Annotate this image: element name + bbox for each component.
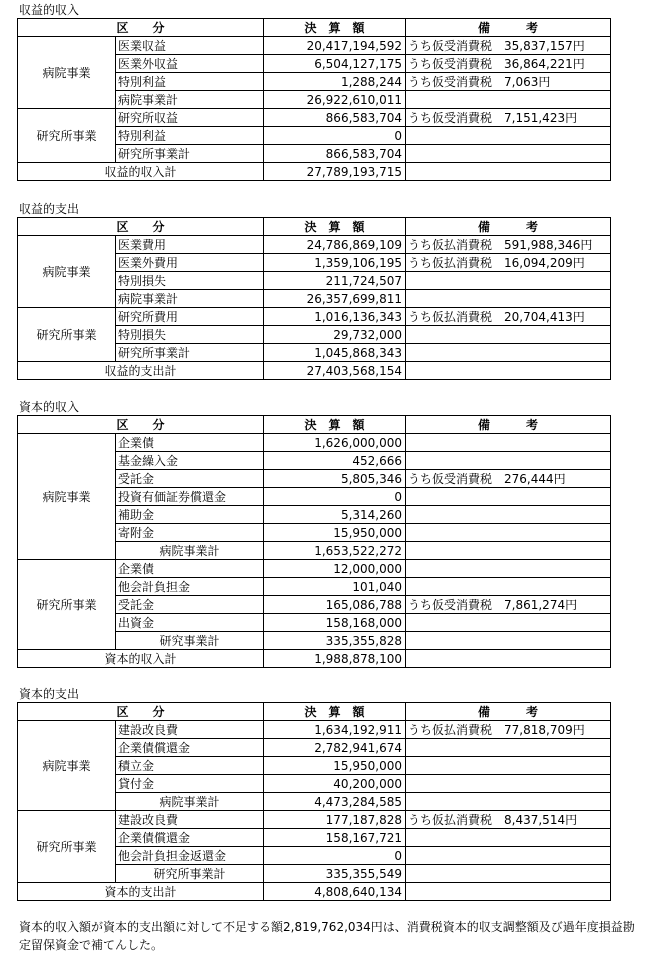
dept-cell: 病院事業: [18, 721, 116, 811]
item-cell: 病院事業計: [116, 290, 264, 308]
section-title-2: 資本的収入: [19, 400, 80, 414]
item-cell: 病院事業計: [116, 91, 264, 109]
amount-cell: 2,782,941,674: [264, 739, 406, 757]
footnote: 資本的収入額が資本的支出額に対して不足する額2,819,762,034円は、消費税資本的収支調整額及び過年度損益勘定留保資金で補てんした。: [19, 920, 635, 952]
amount-cell: 0: [264, 488, 406, 506]
table-revenue-income: [17, 18, 611, 181]
note-cell: [406, 506, 611, 524]
total-amount: 27,403,568,154: [264, 362, 406, 380]
amount-cell: 29,732,000: [264, 326, 406, 344]
table-row: [18, 560, 611, 578]
table-row: [18, 109, 611, 127]
item-cell: 特別損失: [116, 326, 264, 344]
dept-cell: 研究所事業: [18, 811, 116, 883]
item-cell: 受託金: [116, 596, 264, 614]
amount-cell: 20,417,194,592: [264, 37, 406, 55]
header-biko: 備 考: [406, 416, 611, 434]
note-cell: [406, 775, 611, 793]
table-capital-income: [17, 415, 611, 668]
note-cell: [406, 614, 611, 632]
note-cell: [406, 847, 611, 865]
dept-cell: 研究所事業: [18, 560, 116, 650]
item-cell: 特別利益: [116, 127, 264, 145]
item-cell: 投資有価証券償還金: [116, 488, 264, 506]
item-cell: 基金繰入金: [116, 452, 264, 470]
table-capital-expense: [17, 702, 611, 901]
item-cell: 他会計負担金: [116, 578, 264, 596]
note-cell: [406, 793, 611, 811]
note-cell: [406, 560, 611, 578]
note-cell: [406, 326, 611, 344]
table-row: [18, 434, 611, 452]
item-cell: 研究事業計: [116, 632, 264, 650]
item-cell: 寄附金: [116, 524, 264, 542]
dept-cell: 病院事業: [18, 37, 116, 109]
note-cell: [406, 488, 611, 506]
note-cell: [406, 145, 611, 163]
item-cell: 医業収益: [116, 37, 264, 55]
note-cell: [406, 865, 611, 883]
item-cell: 貸付金: [116, 775, 264, 793]
item-cell: 他会計負担金返還金: [116, 847, 264, 865]
item-cell: 建設改良費: [116, 721, 264, 739]
header-kessan: 決 算 額: [264, 703, 406, 721]
section-title-3: 資本的支出: [19, 687, 80, 701]
amount-cell: 165,086,788: [264, 596, 406, 614]
header-kessan: 決 算 額: [264, 218, 406, 236]
item-cell: 特別利益: [116, 73, 264, 91]
table-row: [18, 37, 611, 55]
amount-cell: 24,786,869,109: [264, 236, 406, 254]
amount-cell: 866,583,704: [264, 109, 406, 127]
note-cell: [406, 127, 611, 145]
amount-cell: 101,040: [264, 578, 406, 596]
note-cell: [406, 344, 611, 362]
item-cell: 受託金: [116, 470, 264, 488]
section-title-1: 収益的支出: [19, 202, 80, 216]
item-cell: 建設改良費: [116, 811, 264, 829]
note-cell: うち仮払消費税 8,437,514円: [406, 811, 611, 829]
dept-cell: 研究所事業: [18, 109, 116, 163]
header-kubun: 区 分: [18, 19, 264, 37]
item-cell: 医業外収益: [116, 55, 264, 73]
note-cell: うち仮受消費税 35,837,157円: [406, 37, 611, 55]
header-biko: 備 考: [406, 218, 611, 236]
amount-cell: 1,359,106,195: [264, 254, 406, 272]
amount-cell: 0: [264, 847, 406, 865]
item-cell: 出資金: [116, 614, 264, 632]
amount-cell: 1,626,000,000: [264, 434, 406, 452]
header-kubun: 区 分: [18, 416, 264, 434]
table-header: [18, 218, 611, 236]
item-cell: 医業外費用: [116, 254, 264, 272]
note-cell: うち仮受消費税 7,063円: [406, 73, 611, 91]
amount-cell: 211,724,507: [264, 272, 406, 290]
note-cell: [406, 362, 611, 380]
total-amount: 27,789,193,715: [264, 163, 406, 181]
item-cell: 積立金: [116, 757, 264, 775]
total-row: [18, 883, 611, 901]
item-cell: 研究所費用: [116, 308, 264, 326]
header-biko: 備 考: [406, 19, 611, 37]
amount-cell: 5,314,260: [264, 506, 406, 524]
item-cell: 企業債償還金: [116, 829, 264, 847]
header-kessan: 決 算 額: [264, 19, 406, 37]
item-cell: 企業債: [116, 434, 264, 452]
item-cell: 特別損失: [116, 272, 264, 290]
table-header: [18, 19, 611, 37]
header-kubun: 区 分: [18, 218, 264, 236]
amount-cell: 15,950,000: [264, 524, 406, 542]
amount-cell: 452,666: [264, 452, 406, 470]
total-row: [18, 650, 611, 668]
amount-cell: 1,634,192,911: [264, 721, 406, 739]
amount-cell: 1,653,522,272: [264, 542, 406, 560]
item-cell: 企業債: [116, 560, 264, 578]
amount-cell: 158,167,721: [264, 829, 406, 847]
amount-cell: 4,473,284,585: [264, 793, 406, 811]
note-cell: [406, 739, 611, 757]
item-cell: 病院事業計: [116, 793, 264, 811]
note-cell: [406, 272, 611, 290]
amount-cell: 335,355,549: [264, 865, 406, 883]
total-amount: 4,808,640,134: [264, 883, 406, 901]
amount-cell: 6,504,127,175: [264, 55, 406, 73]
table-revenue-expense: [17, 217, 611, 380]
note-cell: うち仮受消費税 276,444円: [406, 470, 611, 488]
item-cell: 研究所収益: [116, 109, 264, 127]
total-label: 資本的支出計: [18, 883, 264, 901]
note-cell: うち仮受消費税 7,151,423円: [406, 109, 611, 127]
amount-cell: 12,000,000: [264, 560, 406, 578]
amount-cell: 26,357,699,811: [264, 290, 406, 308]
item-cell: 研究所事業計: [116, 145, 264, 163]
amount-cell: 15,950,000: [264, 757, 406, 775]
amount-cell: 0: [264, 127, 406, 145]
amount-cell: 1,045,868,343: [264, 344, 406, 362]
note-cell: うち仮払消費税 591,988,346円: [406, 236, 611, 254]
item-cell: 研究所事業計: [116, 344, 264, 362]
table-header: [18, 703, 611, 721]
note-cell: [406, 290, 611, 308]
note-cell: うち仮受消費税 7,861,274円: [406, 596, 611, 614]
amount-cell: 40,200,000: [264, 775, 406, 793]
total-label: 収益的支出計: [18, 362, 264, 380]
amount-cell: 335,355,828: [264, 632, 406, 650]
amount-cell: 177,187,828: [264, 811, 406, 829]
note-cell: [406, 434, 611, 452]
total-label: 収益的収入計: [18, 163, 264, 181]
note-cell: [406, 452, 611, 470]
table-row: [18, 721, 611, 739]
note-cell: [406, 163, 611, 181]
note-cell: [406, 829, 611, 847]
total-label: 資本的収入計: [18, 650, 264, 668]
item-cell: 補助金: [116, 506, 264, 524]
amount-cell: 1,016,136,343: [264, 308, 406, 326]
header-kubun: 区 分: [18, 703, 264, 721]
note-cell: [406, 91, 611, 109]
note-cell: うち仮払消費税 77,818,709円: [406, 721, 611, 739]
note-cell: うち仮払消費税 20,704,413円: [406, 308, 611, 326]
amount-cell: 866,583,704: [264, 145, 406, 163]
amount-cell: 158,168,000: [264, 614, 406, 632]
dept-cell: 研究所事業: [18, 308, 116, 362]
total-amount: 1,988,878,100: [264, 650, 406, 668]
item-cell: 企業債償還金: [116, 739, 264, 757]
item-cell: 医業費用: [116, 236, 264, 254]
dept-cell: 病院事業: [18, 434, 116, 560]
note-cell: [406, 542, 611, 560]
note-cell: [406, 524, 611, 542]
note-cell: [406, 632, 611, 650]
item-cell: 研究所事業計: [116, 865, 264, 883]
item-cell: 病院事業計: [116, 542, 264, 560]
amount-cell: 1,288,244: [264, 73, 406, 91]
note-cell: うち仮受消費税 36,864,221円: [406, 55, 611, 73]
dept-cell: 病院事業: [18, 236, 116, 308]
total-row: [18, 163, 611, 181]
note-cell: うち仮払消費税 16,094,209円: [406, 254, 611, 272]
table-row: [18, 236, 611, 254]
header-biko: 備 考: [406, 703, 611, 721]
section-title-0: 収益的収入: [19, 3, 80, 17]
note-cell: [406, 578, 611, 596]
note-cell: [406, 650, 611, 668]
total-row: [18, 362, 611, 380]
table-row: [18, 308, 611, 326]
table-row: [18, 811, 611, 829]
note-cell: [406, 883, 611, 901]
header-kessan: 決 算 額: [264, 416, 406, 434]
table-header: [18, 416, 611, 434]
amount-cell: 5,805,346: [264, 470, 406, 488]
amount-cell: 26,922,610,011: [264, 91, 406, 109]
note-cell: [406, 757, 611, 775]
